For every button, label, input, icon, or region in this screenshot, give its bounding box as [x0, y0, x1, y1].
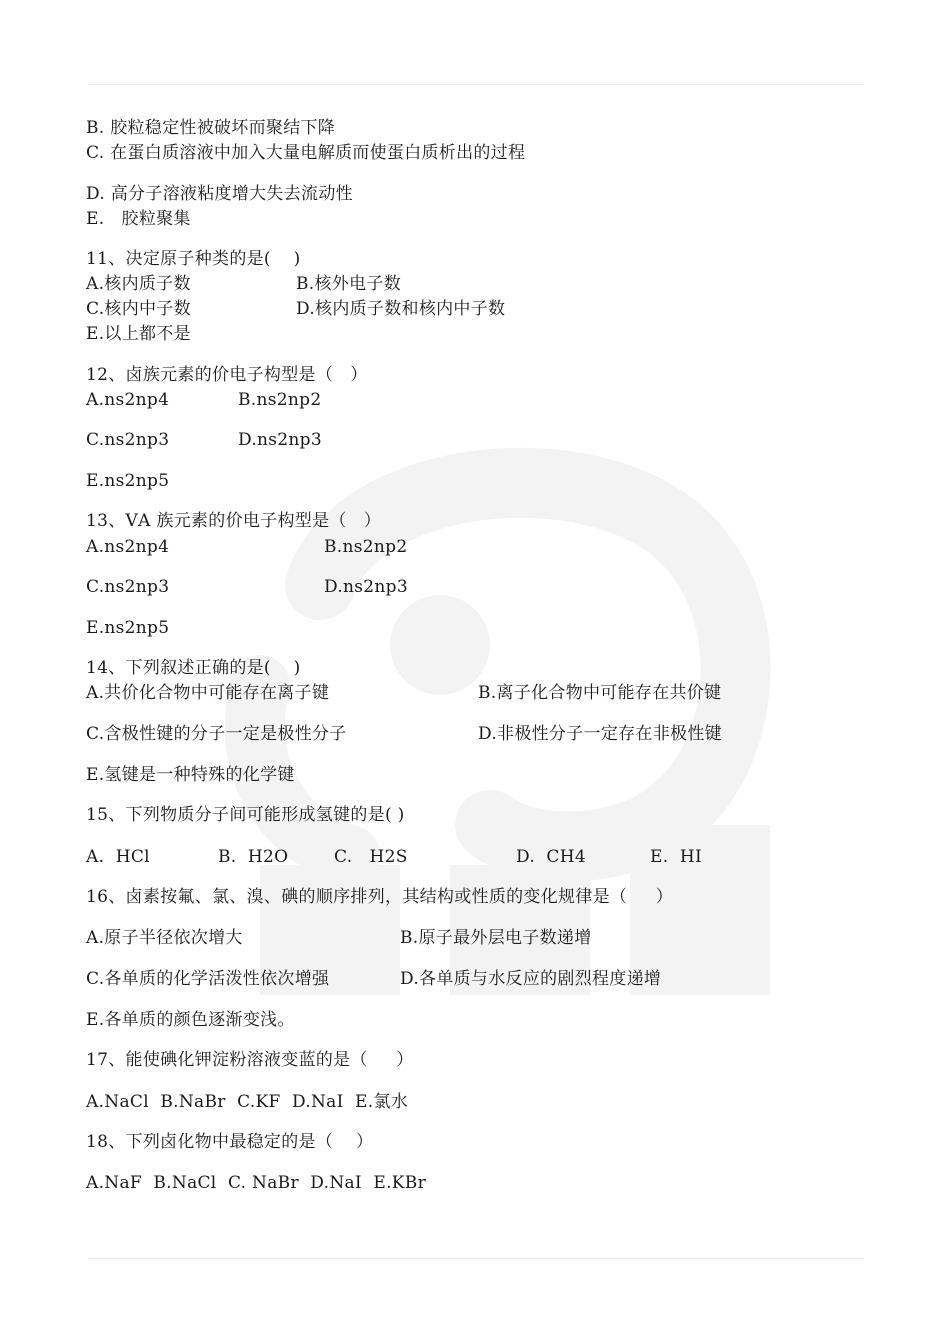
q13-option-d: D.ns2np3: [324, 577, 408, 597]
q15-option-b: B. H2O: [218, 847, 289, 867]
q16-option-b: B.原子最外层电子数递增: [400, 928, 592, 948]
q11-option-d: D.核内质子数和核内中子数: [296, 299, 506, 319]
question-16: 16、卤素按氟、氯、溴、碘的顺序排列，其结构或性质的变化规律是（ ）: [86, 887, 674, 907]
q12-option-c: C.ns2np3: [86, 430, 170, 450]
q18-options: A.NaF B.NaCl C. NaBr D.NaI E.KBr: [86, 1173, 426, 1193]
q11-option-c: C.核内中子数: [86, 299, 191, 319]
option-d-line: D. 高分子溶液粘度增大失去流动性: [86, 184, 353, 204]
q16-option-e: E.各单质的颜色逐渐变浅。: [86, 1010, 295, 1030]
q11-option-e: E.以上都不是: [86, 324, 191, 344]
q15-option-e: E. HI: [650, 847, 702, 867]
q14-option-b: B.离子化合物中可能存在共价键: [478, 683, 722, 703]
question-11: 11、决定原子种类的是( ): [86, 249, 301, 269]
q12-option-a: A.ns2np4: [86, 390, 170, 410]
q15-option-a: A. HCl: [86, 847, 150, 867]
q13-option-b: B.ns2np2: [324, 537, 408, 557]
q16-option-c: C.各单质的化学活泼性依次增强: [86, 969, 330, 989]
q13-option-c: C.ns2np3: [86, 577, 170, 597]
q12-option-b: B.ns2np2: [238, 390, 322, 410]
q12-option-d: D.ns2np3: [238, 430, 322, 450]
question-14: 14、下列叙述正确的是( ): [86, 658, 301, 678]
q13-option-e: E.ns2np5: [86, 618, 170, 638]
question-17: 17、能使碘化钾淀粉溶液变蓝的是（ ）: [86, 1050, 414, 1070]
q14-option-a: A.共价化合物中可能存在离子键: [86, 683, 330, 703]
footer-rule: [88, 1258, 863, 1259]
q14-option-c: C.含极性键的分子一定是极性分子: [86, 724, 347, 744]
question-13: 13、ⅤA 族元素的价电子构型是（ ）: [86, 511, 382, 531]
q13-option-a: A.ns2np4: [86, 537, 170, 557]
question-18: 18、下列卤化物中最稳定的是（ ）: [86, 1132, 374, 1152]
q16-option-d: D.各单质与水反应的剧烈程度递增: [400, 969, 662, 989]
option-b-line: B. 胶粒稳定性被破坏而聚结下降: [86, 118, 336, 138]
option-c-line: C. 在蛋白质溶液中加入大量电解质而使蛋白质析出的过程: [86, 143, 526, 163]
q15-option-d: D. CH4: [516, 847, 586, 867]
header-rule: [88, 84, 863, 85]
q12-option-e: E.ns2np5: [86, 471, 170, 491]
q15-option-c: C. H2S: [334, 847, 408, 867]
q11-option-b: B.核外电子数: [296, 274, 401, 294]
q14-option-e: E.氢键是一种特殊的化学键: [86, 765, 295, 785]
q16-option-a: A.原子半径依次增大: [86, 928, 243, 948]
q11-option-a: A.核内质子数: [86, 274, 191, 294]
q17-options: A.NaCl B.NaBr C.KF D.NaI E.氯水: [86, 1092, 409, 1112]
question-15: 15、下列物质分子间可能形成氢键的是( ): [86, 805, 405, 825]
question-12: 12、卤族元素的价电子构型是（ ）: [86, 365, 368, 385]
option-e-line: E. 胶粒聚集: [86, 209, 191, 229]
q14-option-d: D.非极性分子一定存在非极性键: [478, 724, 722, 744]
